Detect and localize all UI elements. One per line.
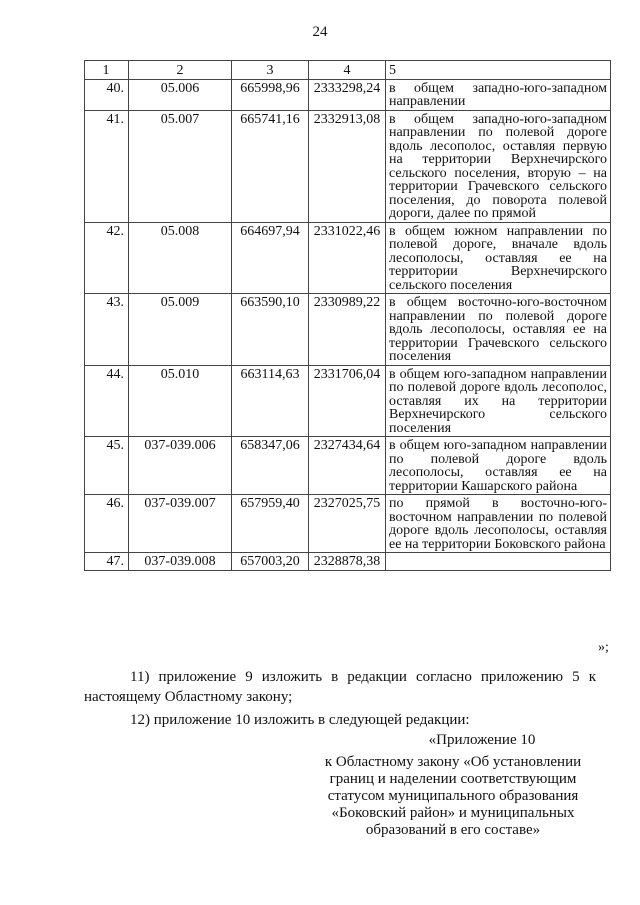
coordinate-y: 2332913,08 [309,110,386,222]
point-code: 037-039.007 [129,495,232,553]
column-header-code: 2 [129,61,232,80]
point-number: 45. [85,437,129,495]
table-row [85,437,611,495]
boundary-description [386,553,611,571]
column-header-number: 1 [85,61,129,80]
point-number: 44. [85,365,129,437]
coordinate-y: 2330989,22 [309,294,386,366]
table-row [85,294,611,366]
point-code: 037-039.008 [129,553,232,571]
table-row [85,495,611,553]
point-number: 47. [85,553,129,571]
boundary-description: в общем южном направлении по полевой дороге, вначале вдоль лесополосы, оставляя ее на территории Верхнечирского сельского поселения [386,222,611,294]
table-header-row [85,61,611,80]
coordinate-x: 657003,20 [232,553,309,571]
coordinate-y: 2333298,24 [309,79,386,110]
point-number: 40. [85,79,129,110]
coordinate-x: 663114,63 [232,365,309,437]
boundary-description: в общем восточно-юго-восточном направлении по полевой дороге вдоль лесополосы, оставляя ее на территории Грачевского сельского поселения [386,294,611,366]
point-code: 05.009 [129,294,232,366]
coordinate-y: 2331706,04 [309,365,386,437]
paragraph-item-11: 11) приложение 9 изложить в редакции согласно приложению 5 к настоящему Областному закону; [84,669,596,705]
coordinate-y: 2331022,46 [309,222,386,294]
coordinate-x: 658347,06 [232,437,309,495]
point-code: 037-039.006 [129,437,232,495]
boundary-description: в общем юго-западном направлении по полевой дороге вдоль лесополос, оставляя их на территории Верхнечирского сельского поселения [386,365,611,437]
table-row [85,553,611,571]
point-code: 05.008 [129,222,232,294]
coordinate-x: 663590,10 [232,294,309,366]
coordinate-x: 664697,94 [232,222,309,294]
table-closing-mark: »; [598,640,609,655]
coordinate-y: 2327434,64 [309,437,386,495]
table-row [85,222,611,294]
point-number: 46. [85,495,129,553]
column-header-y: 4 [309,61,386,80]
point-code: 05.006 [129,79,232,110]
page-number: 24 [312,24,328,40]
boundary-description: в общем западно-юго-западном направлении по полевой дороге вдоль лесополос, оставляя первую на территории Верхнечирского сельского поселения, вторую – на территории Грачевского сельского поселения, до поворота полевой дороги, далее по прямой [386,110,611,222]
coordinate-y: 2328878,38 [309,553,386,571]
coordinate-x: 657959,40 [232,495,309,553]
coordinate-x: 665741,16 [232,110,309,222]
point-number: 43. [85,294,129,366]
column-header-description: 5 [386,61,611,80]
paragraph-item-12: 12) приложение 10 изложить в следующей редакции: [130,712,470,728]
point-number: 41. [85,110,129,222]
boundary-points-table [84,60,611,571]
boundary-description: по прямой в восточно-юго-восточном направлении по полевой дороге вдоль лесополосы, оставляя ее на территории Боковского района [386,495,611,553]
column-header-x: 3 [232,61,309,80]
table-row [85,79,611,110]
point-code: 05.007 [129,110,232,222]
boundary-description: в общем юго-западном направлении по полевой дороге вдоль лесополосы, оставляя ее на территории Кашарского района [386,437,611,495]
point-code: 05.010 [129,365,232,437]
table-row [85,110,611,222]
appendix-reference: к Областному закону «Об установлении границ и наделении соответствующим статусом муниципального образования «Боковский район» и муниципальных образований в его составе» [324,754,582,838]
coordinate-y: 2327025,75 [309,495,386,553]
coordinate-x: 665998,96 [232,79,309,110]
table-row [85,365,611,437]
boundary-description: в общем западно-юго-западном направлении [386,79,611,110]
point-number: 42. [85,222,129,294]
appendix-title: «Приложение 10 [428,732,536,748]
